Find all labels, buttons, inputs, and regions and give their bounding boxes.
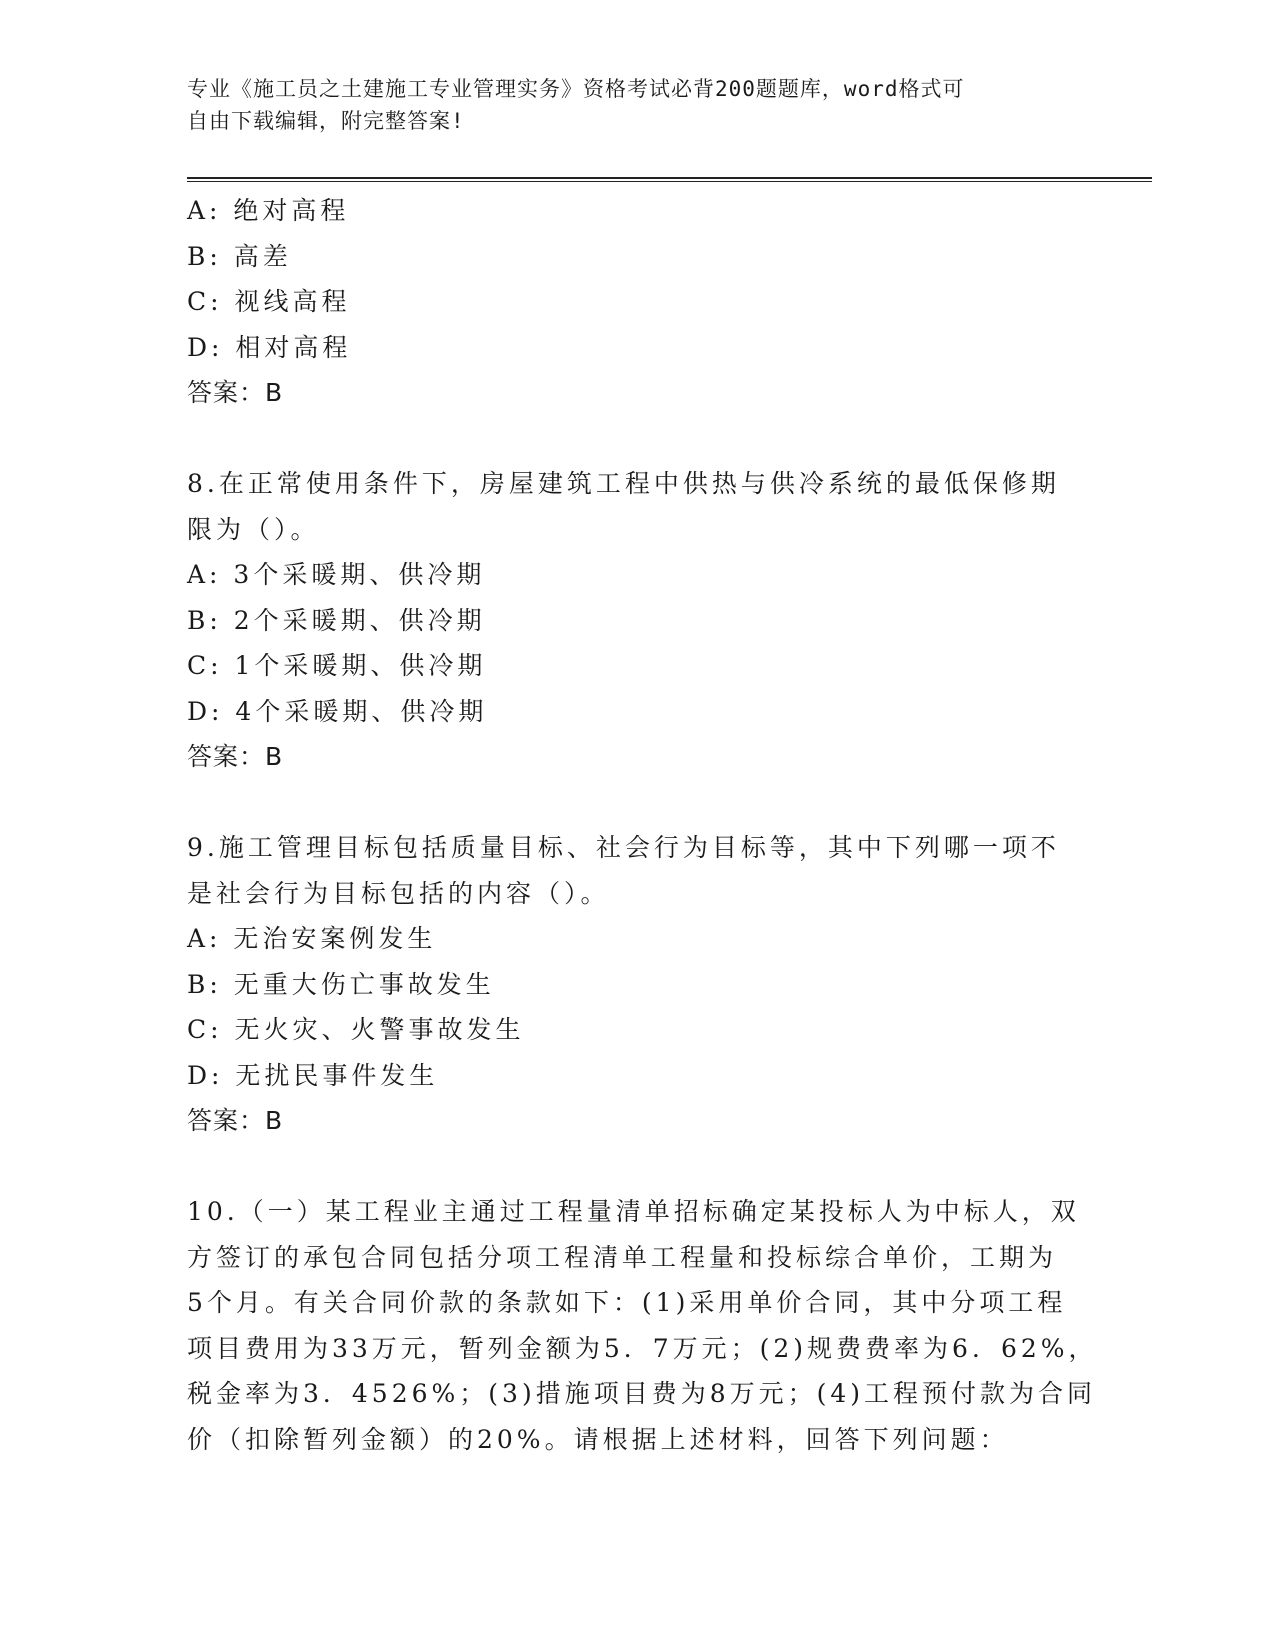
- header-rule-thin: [187, 181, 1152, 182]
- spacer: [187, 1144, 1087, 1190]
- q9-option-a: A: 无治安案例发生: [187, 924, 437, 953]
- q8-option-c: C: 1个采暖期、供冷期: [187, 651, 487, 680]
- q10-stem-line-1: 10.（一）某工程业主通过工程量清单招标确定某投标人为中标人，双: [187, 1197, 1080, 1226]
- q8-option-d: D: 4个采暖期、供冷期: [187, 696, 488, 726]
- q8-stem-line-2: 限为（）。: [187, 514, 320, 544]
- question-10-block: [187, 1189, 1098, 1462]
- q8-option-b: B: 2个采暖期、供冷期: [187, 605, 486, 635]
- spacer: [187, 416, 1087, 462]
- q10-stem-line-5: 税金率为3．4526%；(3)措施项目费为8万元；(4)工程预付款为合同: [187, 1379, 1097, 1408]
- question-8-block: [187, 461, 1087, 780]
- q8-answer: 答案：B: [187, 742, 284, 771]
- question-9-block: [187, 825, 1087, 1144]
- q10-stem-line-4: 项目费用为33万元，暂列金额为5．7万元；(2)规费费率为6．62%，: [187, 1333, 1098, 1363]
- q10-stem-line-6: 价（扣除暂列金额）的20%。请根据上述材料，回答下列问题：: [187, 1424, 1009, 1454]
- q7-option-a: A: 绝对高程: [187, 196, 350, 225]
- q9-stem-line-2: 是社会行为目标包括的内容（）。: [187, 878, 610, 908]
- q10-stem-line-2: 方签订的承包合同包括分项工程清单工程量和投标综合单价，工期为: [187, 1242, 1058, 1272]
- q7-option-c: C: 视线高程: [187, 287, 351, 316]
- spacer: [187, 780, 1087, 826]
- q9-option-d: D: 无扰民事件发生: [187, 1060, 439, 1090]
- q7-option-d: D: 相对高程: [187, 332, 352, 362]
- q9-option-c: C: 无火灾、火警事故发生: [187, 1015, 525, 1044]
- document-header: [187, 73, 1067, 137]
- header-line-2: 自由下载编辑，附完整答案!: [187, 109, 465, 133]
- header-line-1: 专业《施工员之土建施工专业管理实务》资格考试必背200题题库，word格式可: [187, 77, 965, 101]
- q10-stem-line-3: 5个月。有关合同价款的条款如下：(1)采用单价合同，其中分项工程: [187, 1288, 1067, 1317]
- q9-stem-line-1: 9.施工管理目标包括质量目标、社会行为目标等，其中下列哪一项不: [187, 833, 1060, 862]
- q8-option-a: A: 3个采暖期、供冷期: [187, 560, 486, 589]
- q8-stem-line-1: 8.在正常使用条件下，房屋建筑工程中供热与供冷系统的最低保修期: [187, 469, 1060, 498]
- q7-option-b: B: 高差: [187, 241, 292, 271]
- q9-answer: 答案：B: [187, 1106, 284, 1135]
- question-content: [187, 188, 1098, 1462]
- question-7-block: [187, 188, 1087, 416]
- header-rule-thick: [187, 177, 1152, 179]
- q9-option-b: B: 无重大伤亡事故发生: [187, 969, 495, 999]
- q7-answer: 答案：B: [187, 378, 284, 407]
